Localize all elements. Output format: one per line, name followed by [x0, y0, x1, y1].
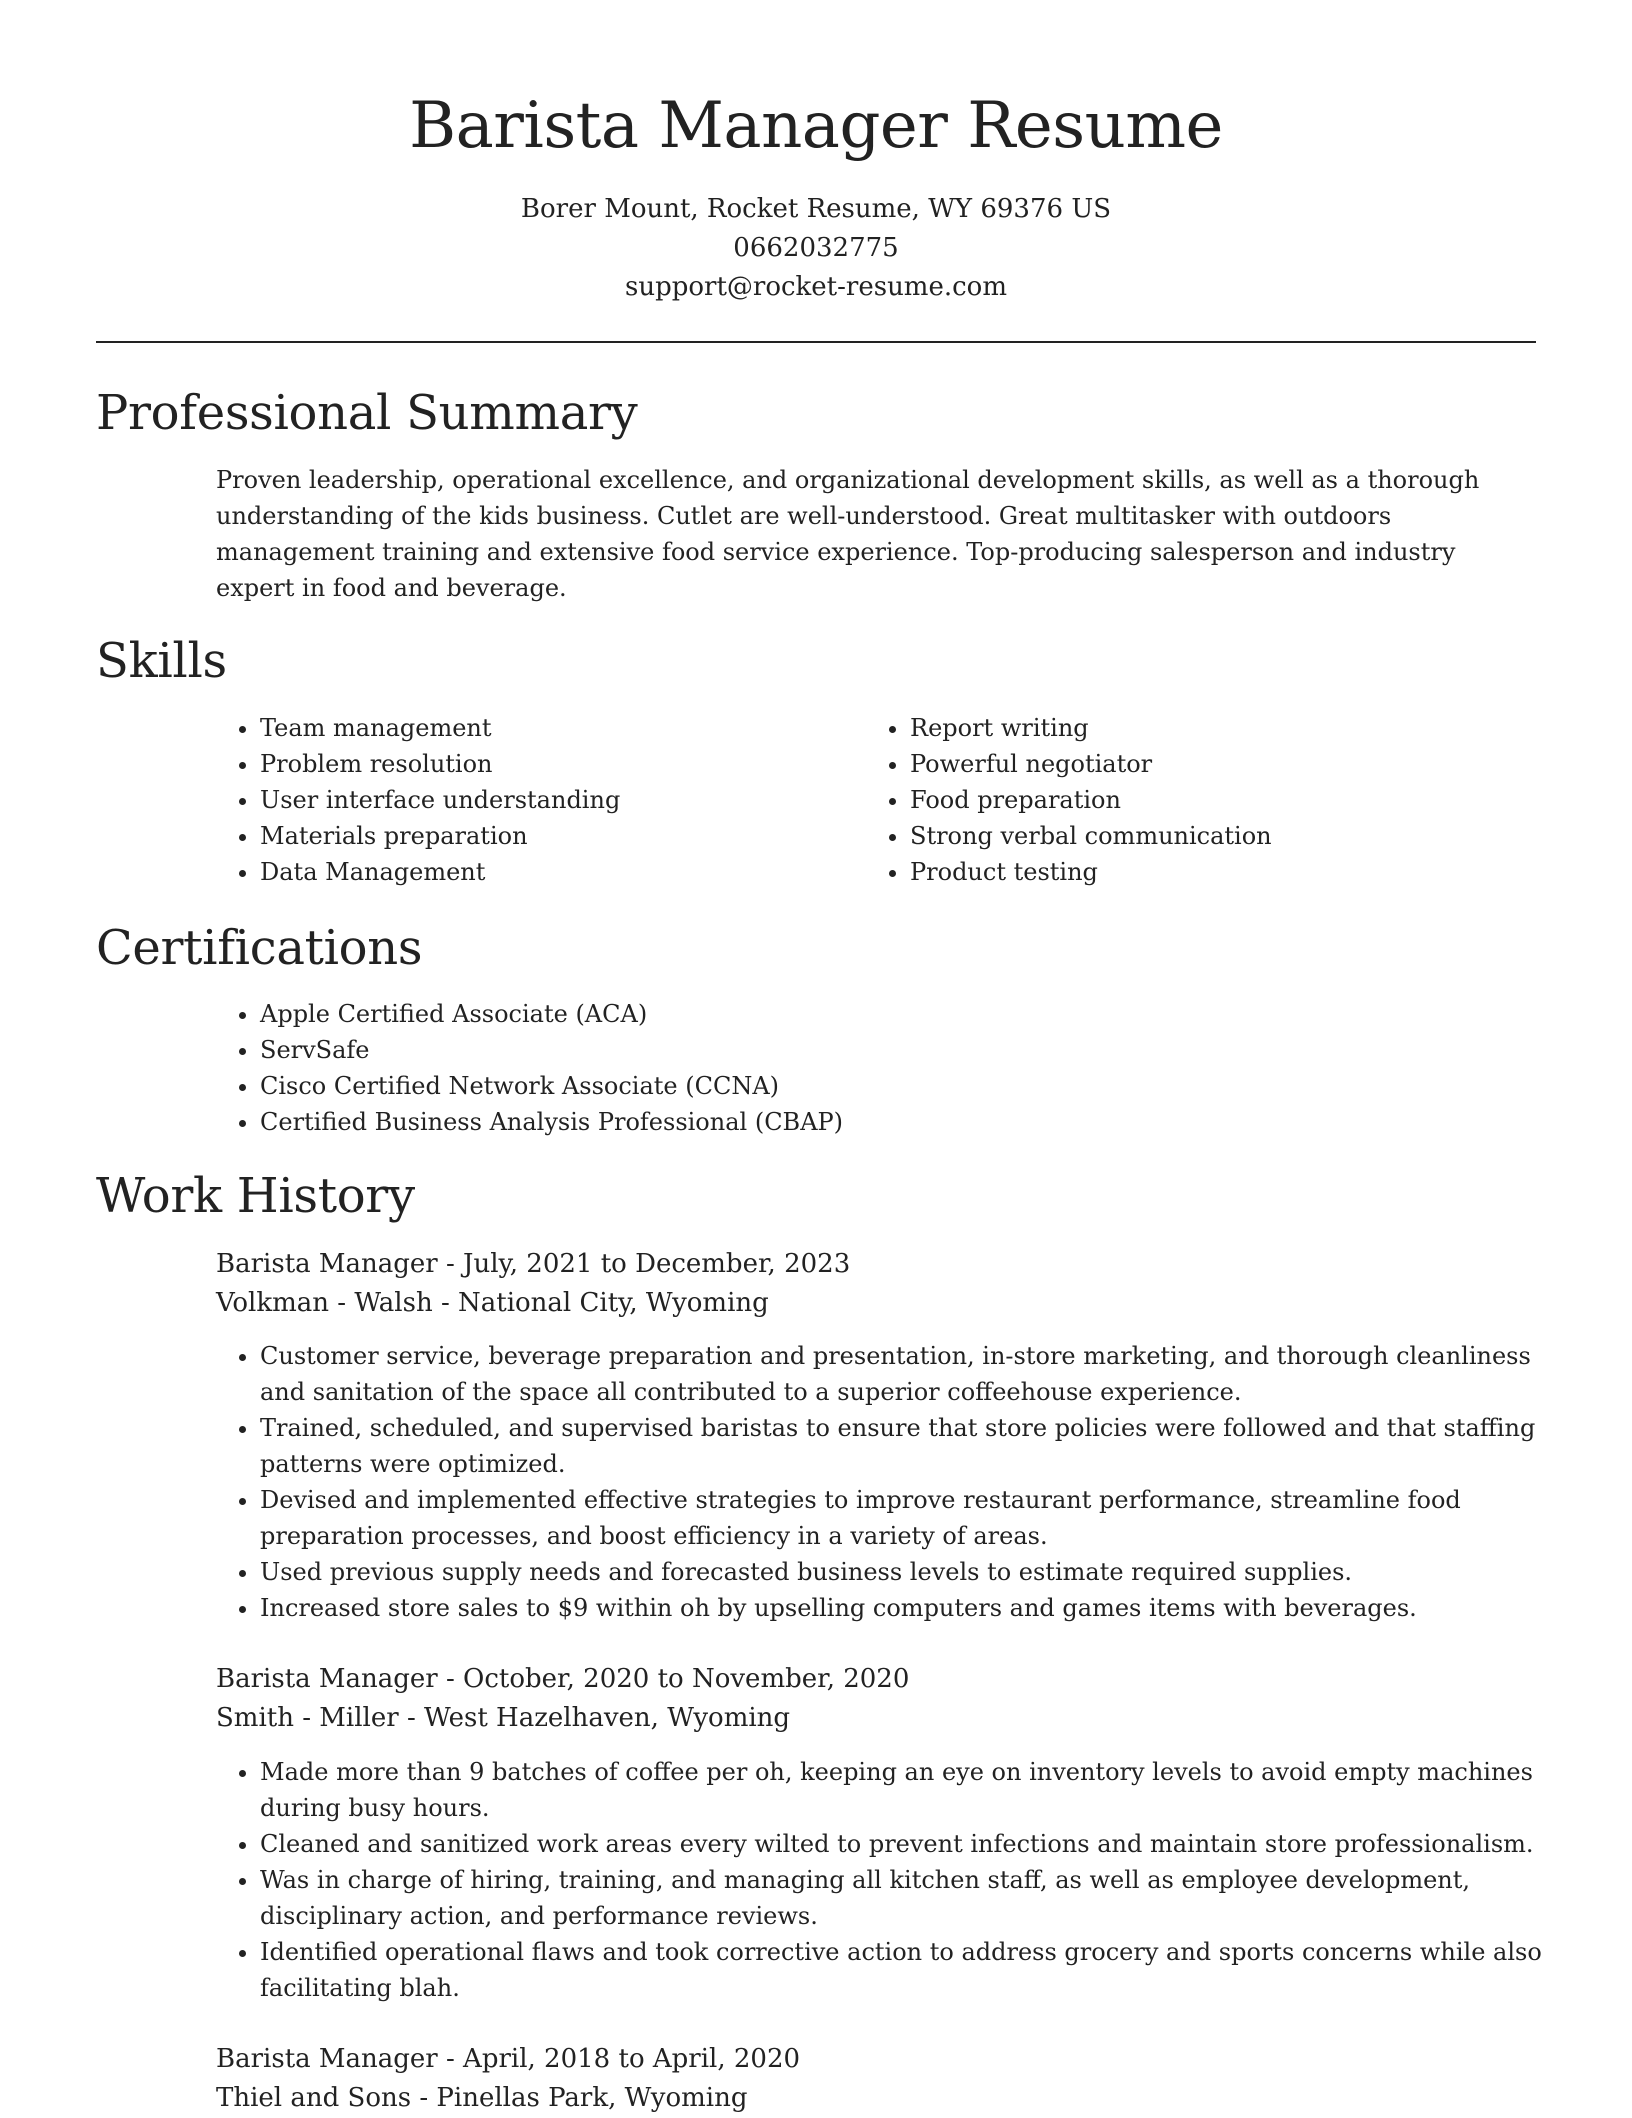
section-heading-summary: Professional Summary [96, 385, 638, 441]
job-company-location: Smith - Miller - West Hazelhaven, Wyoming [216, 1703, 791, 1733]
skill-item: • Powerful negotiator [910, 746, 1550, 782]
job-title-dates: Barista Manager - April, 2018 to April, 2020 [216, 2044, 801, 2074]
job-bullets [216, 1754, 1580, 2006]
job-header [216, 1660, 909, 1738]
job-title-dates: Barista Manager - July, 2021 to December, 2023 [216, 1249, 851, 1279]
job-bullets [216, 1338, 1580, 1626]
job-bullet: • Devised and implemented effective strategies to improve restaurant performance, streamline food preparation processes, and boost efficiency in a variety of areas. [260, 1482, 1580, 1554]
contact-info [0, 190, 1632, 307]
skill-item: • Data Management [260, 854, 860, 890]
job-bullet: • Used previous supply needs and forecasted business levels to estimate required supplies. [260, 1554, 1580, 1590]
job-bullet: • Trained, scheduled, and supervised baristas to ensure that store policies were followed and that staffing patterns were optimized. [260, 1410, 1580, 1482]
skill-item: • Materials preparation [260, 818, 860, 854]
skill-item: • Team management [260, 710, 860, 746]
certification-item: • Cisco Certified Network Associate (CCNA) [260, 1068, 1580, 1104]
phone: 0662032775 [733, 233, 899, 263]
section-heading-work-history: Work History [96, 1168, 415, 1224]
job-company-location: Volkman - Walsh - National City, Wyoming [216, 1288, 769, 1318]
job-bullet: • Identified operational flaws and took corrective action to address grocery and sports concerns while also facilitating blah. [260, 1934, 1580, 2006]
skill-item: • Strong verbal communication [910, 818, 1550, 854]
certifications-list [216, 996, 1580, 1140]
job-bullet: • Cleaned and sanitized work areas every wilted to prevent infections and maintain store professionalism. [260, 1826, 1580, 1862]
skills-list-right [866, 710, 1550, 890]
skill-item: • Problem resolution [260, 746, 860, 782]
skill-item: • Product testing [910, 854, 1550, 890]
email: support@rocket-resume.com [624, 272, 1007, 302]
certification-item: • Certified Business Analysis Professional (CBAP) [260, 1104, 1580, 1140]
summary-text: Proven leadership, operational excellence, and organizational development skills, as well as a thorough understanding of the kids business. Cutlet are well-understood. Great multitasker with outdoors management training and extensive food service experience. Top-producing salesperson and industry expert in food and beverage. [216, 466, 1480, 602]
section-heading-skills: Skills [96, 633, 227, 689]
address: Borer Mount, Rocket Resume, WY 69376 US [520, 194, 1112, 224]
job-bullet: • Increased store sales to $9 within oh by upselling computers and games items with beverages. [260, 1590, 1580, 1626]
job-bullet: • Made more than 9 batches of coffee per oh, keeping an eye on inventory levels to avoid empty machines during busy hours. [260, 1754, 1580, 1826]
job-header [216, 1245, 850, 1323]
job-bullet: • Customer service, beverage preparation and presentation, in-store marketing, and thorough cleanliness and sanitation of the space all contributed to a superior coffeehouse experience. [260, 1338, 1580, 1410]
job-company-location: Thiel and Sons - Pinellas Park, Wyoming [216, 2083, 748, 2113]
certification-item: • Apple Certified Associate (ACA) [260, 996, 1580, 1032]
header-divider [96, 341, 1536, 343]
resume-title: Barista Manager Resume [409, 89, 1223, 163]
skill-item: • Report writing [910, 710, 1550, 746]
skill-item: • User interface understanding [260, 782, 860, 818]
job-header [216, 2040, 800, 2118]
job-bullet: • Was in charge of hiring, training, and managing all kitchen staff, as well as employee development, disciplinary action, and performance reviews. [260, 1862, 1580, 1934]
section-heading-certifications: Certifications [96, 920, 423, 976]
skill-item: • Food preparation [910, 782, 1550, 818]
skills-list-left [216, 710, 860, 890]
job-title-dates: Barista Manager - October, 2020 to November, 2020 [216, 1664, 910, 1694]
certification-item: • ServSafe [260, 1032, 1580, 1068]
